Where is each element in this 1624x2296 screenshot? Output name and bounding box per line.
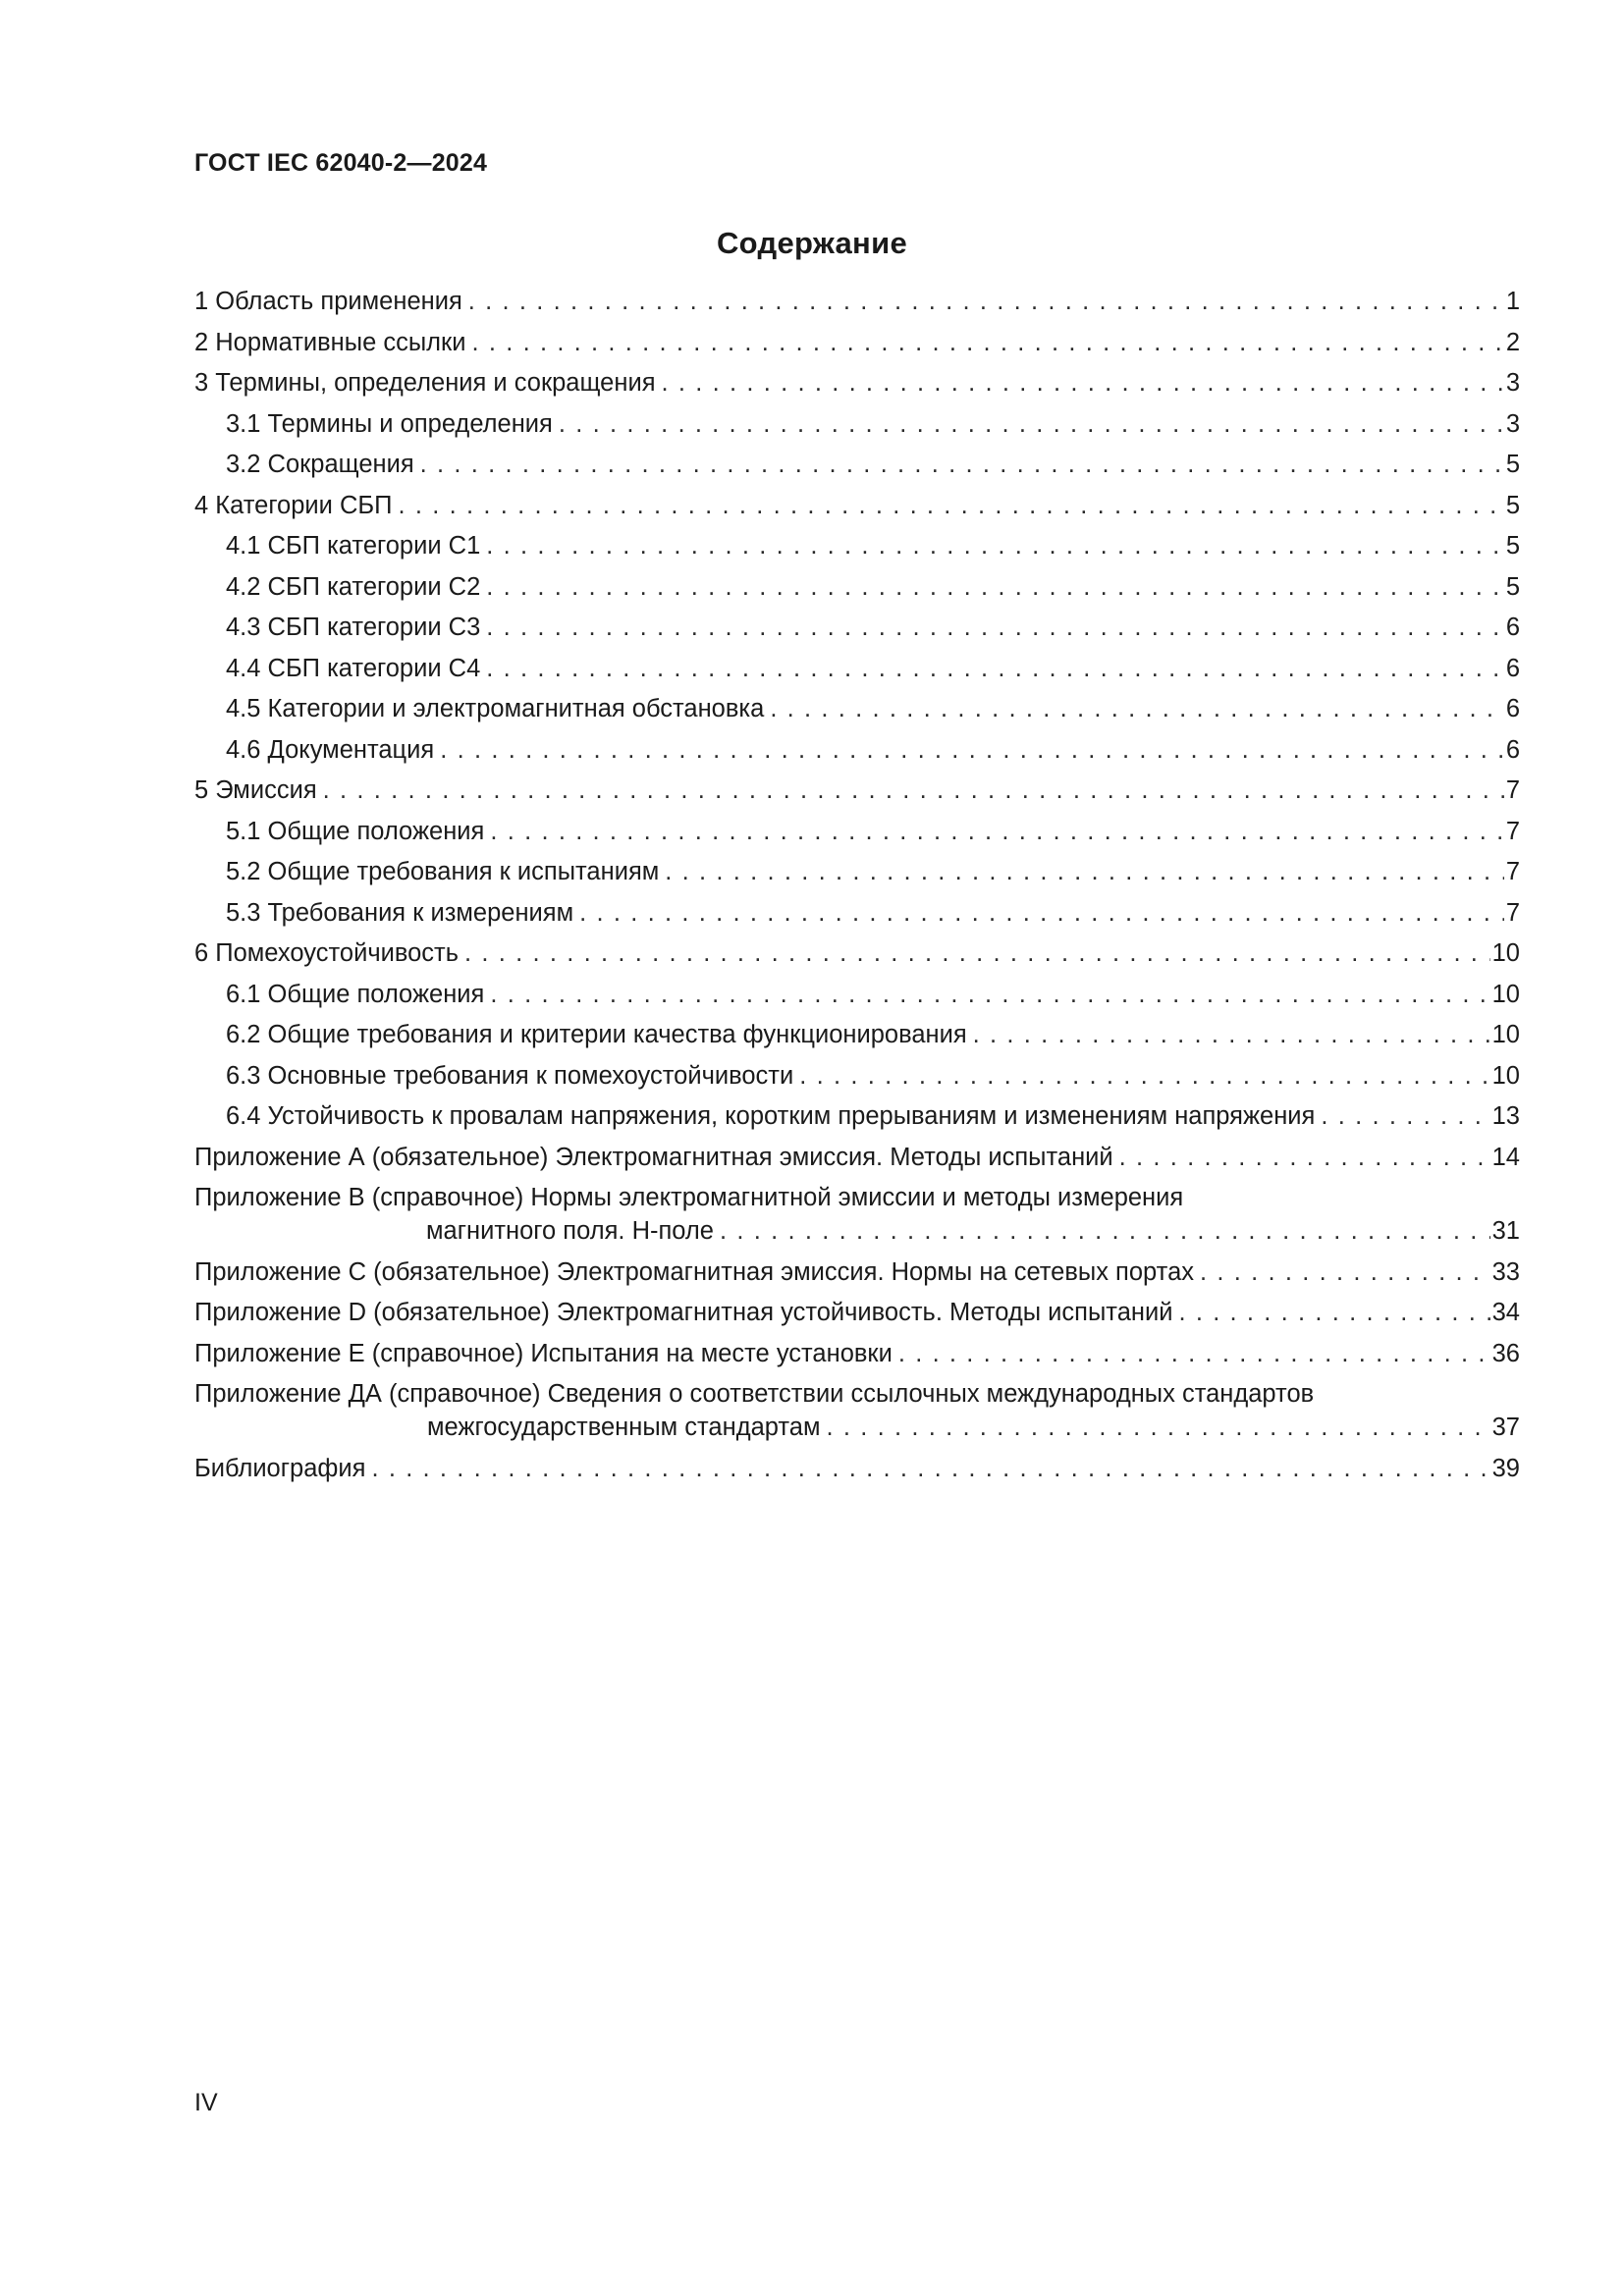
leader-dots [720, 1214, 1490, 1248]
toc-entry-page: 6 [1505, 654, 1520, 682]
toc-entry-page: 6 [1505, 695, 1520, 722]
toc-entry-2[interactable] [194, 326, 1520, 359]
toc-entry-label: 5 Эмиссия [194, 776, 317, 804]
toc-entry-4-1[interactable] [194, 529, 1520, 562]
leader-dots [420, 448, 1504, 481]
toc-entry-page: 14 [1491, 1143, 1520, 1171]
toc-entry-6-1[interactable] [194, 978, 1520, 1011]
toc-entry-label-continued: межгосударственным стандартам [427, 1414, 821, 1441]
toc-entry-5[interactable] [194, 774, 1520, 807]
toc-entry-page: 10 [1491, 980, 1520, 1008]
leader-dots [486, 570, 1504, 604]
toc-entry-4-5[interactable] [194, 692, 1520, 725]
toc-entry-page: 7 [1505, 898, 1520, 927]
leader-dots [1119, 1141, 1490, 1174]
leader-dots [799, 1059, 1489, 1093]
toc-entry-page: 10 [1491, 1021, 1520, 1048]
leader-dots [665, 855, 1504, 888]
toc-entry-label: 4.2 СБП категории С2 [226, 572, 481, 601]
toc-entry-annex-a[interactable] [194, 1141, 1520, 1174]
toc-entry-label: 4 Категории СБП [194, 491, 393, 519]
toc-entry-label: 4.3 СБП категории С3 [226, 614, 481, 641]
toc-entry-3-2[interactable] [194, 448, 1520, 481]
toc-entry-page: 39 [1491, 1454, 1520, 1482]
toc-entry-label: 4.4 СБП категории С4 [226, 654, 481, 682]
leader-dots [1178, 1296, 1489, 1329]
toc-entry-6-3[interactable] [194, 1059, 1520, 1093]
toc-entry-6-2[interactable] [194, 1018, 1520, 1051]
toc-entry-page: 33 [1491, 1257, 1520, 1286]
toc-entry-label: 3 Термины, определения и сокращения [194, 369, 656, 397]
leader-dots [662, 366, 1504, 400]
toc-entry-label: 1 Область применения [194, 288, 462, 315]
toc-entry-page: 7 [1505, 858, 1520, 885]
leader-dots [898, 1337, 1490, 1370]
toc-entry-page: 3 [1505, 369, 1520, 397]
toc-entry-label: Приложение В (справочное) Нормы электромагнитной эмиссии и методы измерения [194, 1184, 1184, 1211]
toc-entry-page: 34 [1491, 1299, 1520, 1326]
toc-entry-page: 36 [1491, 1339, 1520, 1367]
toc-entry-page: 5 [1505, 572, 1520, 601]
leader-dots [490, 815, 1503, 848]
toc-entry-page: 10 [1491, 939, 1520, 967]
leader-dots [371, 1452, 1489, 1485]
leader-dots [468, 285, 1504, 318]
leader-dots [770, 692, 1504, 725]
toc-entry-annex-d[interactable] [194, 1296, 1520, 1329]
leader-dots [471, 326, 1503, 359]
leader-dots [1321, 1099, 1489, 1133]
toc-entry-1[interactable] [194, 285, 1520, 318]
toc-entry-page: 10 [1491, 1061, 1520, 1090]
leader-dots [490, 978, 1489, 1011]
leader-dots [486, 529, 1504, 562]
toc-entry-annex-c[interactable] [194, 1255, 1520, 1289]
toc-entry-page: 2 [1505, 328, 1520, 356]
toc-entry-page: 7 [1505, 817, 1520, 845]
toc-entry-page: 6 [1505, 614, 1520, 641]
toc-entry-5-1[interactable] [194, 815, 1520, 848]
toc-entry-3[interactable] [194, 366, 1520, 400]
toc-entry-page: 13 [1491, 1102, 1520, 1130]
toc-entry-page: 5 [1505, 532, 1520, 560]
toc-entry-bibliography[interactable] [194, 1452, 1520, 1485]
toc-entry-5-2[interactable] [194, 855, 1520, 888]
toc-entry-page: 31 [1491, 1217, 1520, 1245]
leader-dots [579, 896, 1504, 930]
table-of-contents [194, 285, 1520, 1492]
toc-entry-page: 1 [1505, 288, 1520, 315]
toc-entry-4-3[interactable] [194, 611, 1520, 644]
toc-entry-annex-da[interactable] [194, 1377, 1520, 1444]
leader-dots [486, 611, 1504, 644]
document-header: ГОСТ IEC 62040-2—2024 [194, 149, 488, 177]
toc-entry-label: 2 Нормативные ссылки [194, 328, 466, 356]
leader-dots [464, 936, 1490, 970]
toc-entry-page: 3 [1505, 409, 1520, 438]
toc-entry-label: 4.5 Категории и электромагнитная обстановка [226, 695, 765, 722]
toc-entry-5-3[interactable] [194, 896, 1520, 930]
toc-entry-label: Приложение С (обязательное) Электромагнитная эмиссия. Нормы на сетевых портах [194, 1257, 1194, 1286]
toc-entry-6-4[interactable] [194, 1099, 1520, 1133]
toc-entry-4-6[interactable] [194, 733, 1520, 767]
toc-entry-page: 37 [1491, 1414, 1520, 1441]
leader-dots [826, 1411, 1489, 1444]
toc-entry-4[interactable] [194, 489, 1520, 522]
leader-dots [398, 489, 1503, 522]
toc-entry-label: 6 Помехоустойчивость [194, 939, 460, 967]
toc-entry-label: 4.6 Документация [226, 735, 435, 764]
toc-entry-4-4[interactable] [194, 652, 1520, 685]
toc-entry-label: 5.3 Требования к измерениям [226, 898, 574, 927]
toc-entry-label: 6.4 Устойчивость к провалам напряжения, коротким прерываниям и изменениям напряжения [226, 1102, 1316, 1130]
toc-entry-annex-b[interactable] [194, 1181, 1520, 1248]
toc-entry-label: 3.1 Термины и определения [226, 409, 553, 438]
toc-entry-label: 5.2 Общие требования к испытаниям [226, 858, 660, 885]
toc-entry-label: Приложение ДА (справочное) Сведения о соответствии ссылочных международных стандартов [194, 1380, 1315, 1408]
toc-entry-label: Приложение D (обязательное) Электромагнитная устойчивость. Методы испытаний [194, 1299, 1173, 1326]
toc-entry-label: 6.1 Общие положения [226, 980, 485, 1008]
leader-dots [440, 733, 1504, 767]
toc-entry-page: 7 [1505, 776, 1520, 804]
leader-dots [486, 652, 1504, 685]
leader-dots [973, 1018, 1490, 1051]
toc-entry-page: 5 [1505, 451, 1520, 478]
toc-entry-label: 5.1 Общие положения [226, 817, 485, 845]
toc-entry-label: Приложение А (обязательное) Электромагнитная эмиссия. Методы испытаний [194, 1143, 1113, 1171]
page-number: IV [194, 2089, 218, 2116]
leader-dots [1200, 1255, 1490, 1289]
toc-title: Содержание [717, 226, 907, 260]
toc-entry-label: Приложение Е (справочное) Испытания на месте установки [194, 1339, 893, 1367]
toc-entry-page: 6 [1505, 735, 1520, 764]
toc-entry-label: 3.2 Сокращения [226, 451, 414, 478]
toc-entry-label-continued: магнитного поля. Н-поле [426, 1217, 714, 1245]
leader-dots [559, 407, 1504, 441]
toc-entry-page: 5 [1505, 491, 1520, 519]
toc-entry-4-2[interactable] [194, 570, 1520, 604]
toc-entry-label: 4.1 СБП категории С1 [226, 532, 481, 560]
toc-entry-label: Библиография [194, 1454, 366, 1482]
toc-entry-6[interactable] [194, 936, 1520, 970]
toc-entry-annex-e[interactable] [194, 1337, 1520, 1370]
toc-entry-label: 6.3 Основные требования к помехоустойчивости [226, 1061, 794, 1090]
toc-entry-label: 6.2 Общие требования и критерии качества функционирования [226, 1021, 967, 1048]
leader-dots [323, 774, 1504, 807]
toc-entry-3-1[interactable] [194, 407, 1520, 441]
